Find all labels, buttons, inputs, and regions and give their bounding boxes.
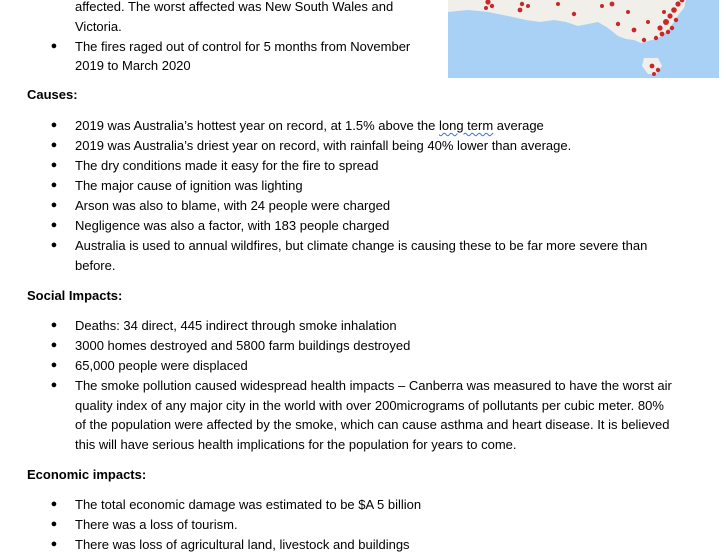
list-item <box>49 495 709 515</box>
social-impacts-heading: Social Impacts: <box>27 288 123 303</box>
list-item-text: Australia is used to annual wildfires, but climate change is causing these to be far more severe than <box>75 238 648 253</box>
list-item-text: average <box>493 118 544 133</box>
list-item-text: before. <box>75 257 116 273</box>
list-item <box>49 0 431 36</box>
list-item <box>49 136 709 156</box>
list-item-text: this will have serious health implications for the population for years to come. <box>75 436 517 452</box>
intro-bullet-list <box>49 0 431 76</box>
social-bullet-list <box>49 316 709 455</box>
bullet-icon: ● <box>50 159 58 171</box>
bullet-icon: ● <box>50 379 58 391</box>
list-item-text: There was loss of agricultural land, livestock and buildings <box>75 537 410 552</box>
bullet-icon: ● <box>50 199 58 211</box>
bullet-icon: ● <box>50 119 58 131</box>
australia-fire-map <box>448 0 719 78</box>
list-item-text: The major cause of ignition was lighting <box>75 178 303 193</box>
list-item <box>49 196 709 216</box>
list-item <box>49 37 431 76</box>
list-item <box>49 316 709 336</box>
list-item-text: 2019 was Australia’s driest year on record, with rainfall being 40% lower than average. <box>75 138 572 153</box>
list-item <box>49 376 709 454</box>
list-item-text: of the population were affected by the smoke, which can cause asthma and heart disease. It is believed <box>75 417 670 432</box>
list-item-text: There was a loss of tourism. <box>75 517 238 532</box>
list-item-text: 2019 was Australia’s hottest year on record, at 1.5% above the <box>75 118 439 133</box>
list-item <box>49 116 709 136</box>
list-item <box>49 336 709 356</box>
list-item <box>49 216 709 236</box>
list-item <box>49 176 709 196</box>
list-item-text: The dry conditions made it easy for the fire to spread <box>75 158 379 173</box>
bullet-icon: ● <box>50 239 58 251</box>
causes-bullet-list <box>49 116 709 276</box>
bullet-icon: ● <box>50 498 58 510</box>
list-item-text: The fires raged out of control for 5 months from November <box>75 38 411 54</box>
list-item <box>49 156 709 176</box>
list-item <box>49 236 709 275</box>
bullet-icon: ● <box>50 139 58 151</box>
list-item-text: 2019 to March 2020 <box>75 58 191 73</box>
list-item-text: Arson was also to blame, with 24 people were charged <box>75 198 391 213</box>
list-item-text: affected. The worst affected was New South Wales and <box>75 0 394 14</box>
economic-impacts-heading: Economic impacts: <box>27 467 147 482</box>
list-item-text: Negligence was also a factor, with 183 people charged <box>75 218 390 233</box>
list-item <box>49 356 709 376</box>
causes-heading: Causes: <box>27 87 78 102</box>
bullet-icon: ● <box>50 518 58 530</box>
list-item-text: The total economic damage was estimated to be $A 5 billion <box>75 497 422 512</box>
list-item-text: quality index of any major city in the world with over 200micrograms of pollutants per cubic meter. 80% <box>75 397 664 413</box>
bullet-icon: ● <box>50 179 58 191</box>
economic-bullet-list <box>49 495 709 555</box>
bullet-icon: ● <box>50 39 58 52</box>
list-item-text: Deaths: 34 direct, 445 indirect through smoke inhalation <box>75 318 397 333</box>
list-item <box>49 535 709 555</box>
bullet-icon: ● <box>50 219 58 231</box>
bullet-icon: ● <box>50 359 58 371</box>
list-item <box>49 515 709 535</box>
fire-map-image <box>448 0 719 78</box>
bullet-icon: ● <box>50 319 58 331</box>
list-item-text: The smoke pollution caused widespread health impacts – Canberra was measured to have the worst air <box>75 378 672 393</box>
spellcheck-flagged-text[interactable]: long term <box>438 118 494 133</box>
list-item-text: Victoria. <box>75 18 122 34</box>
bullet-icon: ● <box>50 538 58 550</box>
bullet-icon: ● <box>50 339 58 351</box>
list-item-text: 3000 homes destroyed and 5800 farm buildings destroyed <box>75 338 411 353</box>
list-item-text: 65,000 people were displaced <box>75 358 248 373</box>
